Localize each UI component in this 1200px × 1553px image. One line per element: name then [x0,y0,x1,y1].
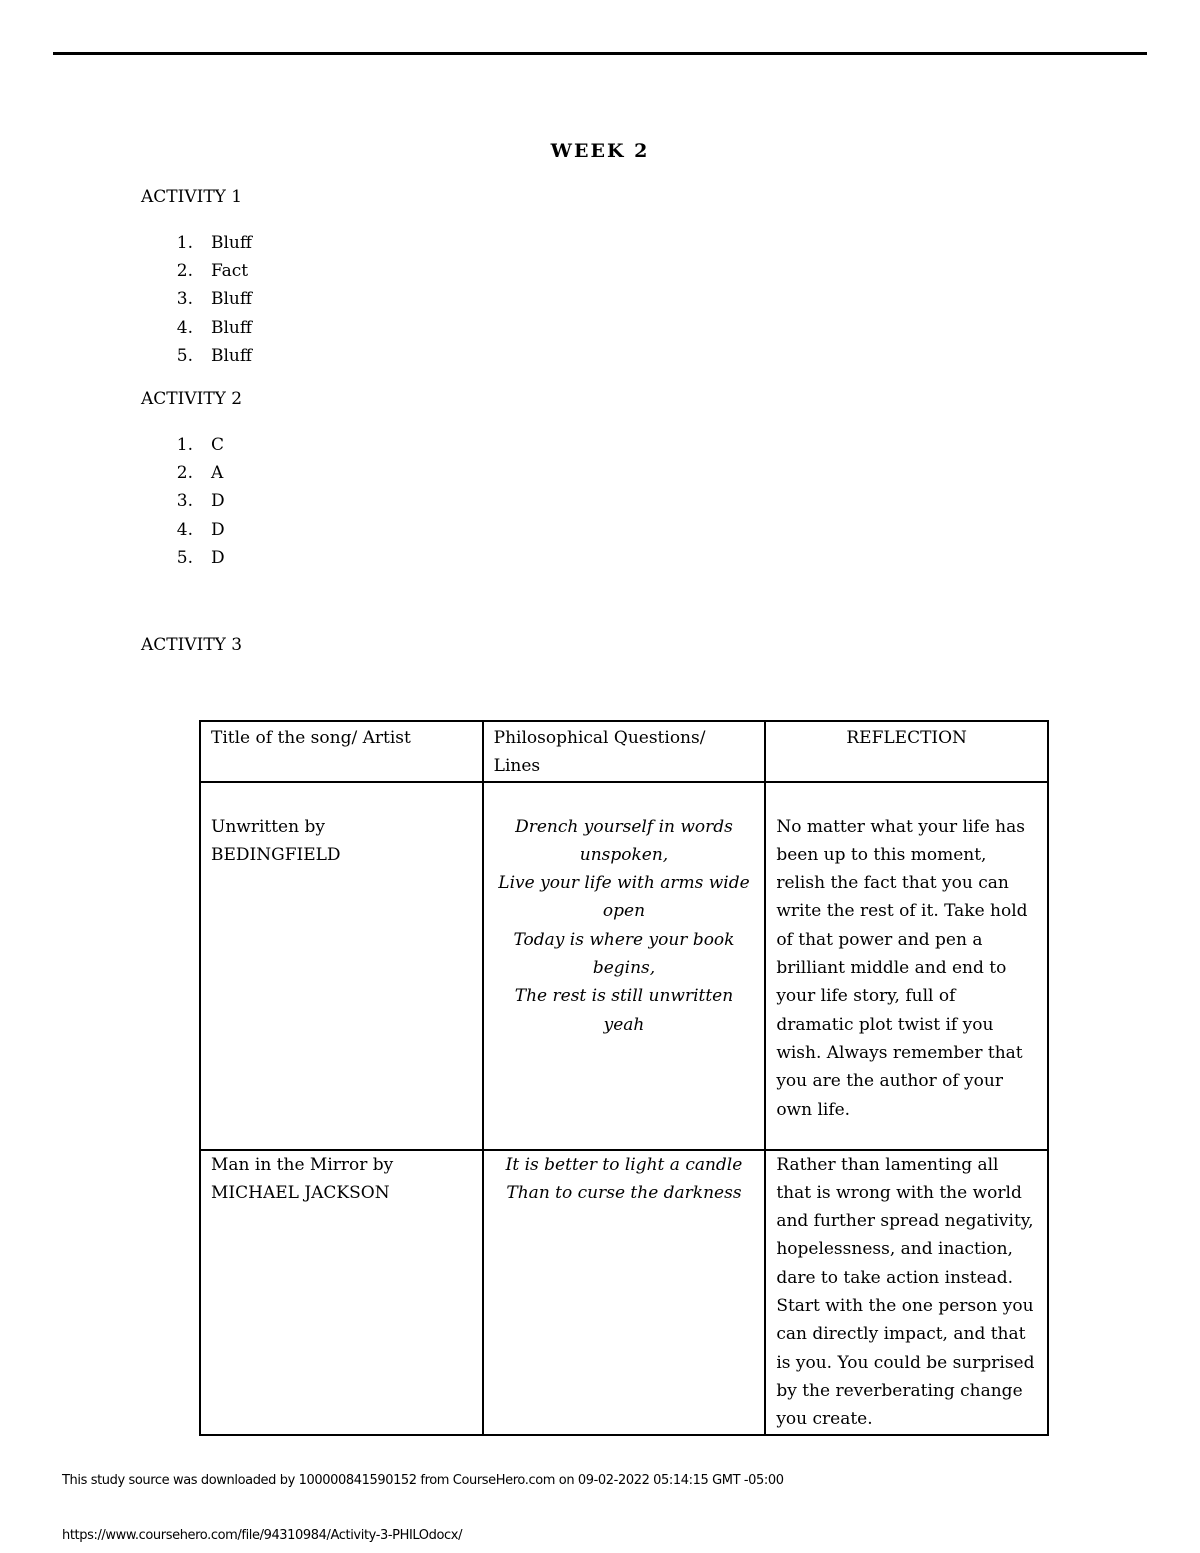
download-note: This study source was downloaded by 100000841590152 from CourseHero.com on 09-02-2022 05:14:15 GMT -05:00 [62,1473,784,1488]
list-item: 3. D [176,491,225,512]
header-reflection: REFLECTION [765,721,1048,782]
lyrics-cell [483,1150,766,1435]
lyric-line: Live your life with arms wide open [498,873,750,922]
lyric-line: It is better to light a candle [505,1154,743,1175]
table-row [200,782,1048,1150]
list-item: 4. D [176,519,225,540]
lyric-line: Drench yourself in words unspoken, [515,816,733,865]
song-title: Man in the Mirror by [211,1154,394,1175]
song-artist-cell [200,1150,483,1435]
list-item: 2. Fact [176,261,249,282]
lyric-line: Than to curse the darkness [506,1182,742,1203]
song-reflection-table [199,720,1049,1436]
activity-2-answer-list [141,431,225,572]
activity-1-answer-list [141,229,252,370]
table-row [200,1150,1048,1435]
artist-name: MICHAEL JACKSON [211,1182,390,1203]
activity-1-heading: ACTIVITY 1 [141,187,243,207]
header-song-artist: Title of the song/ Artist [200,721,483,782]
artist-name: BEDINGFIELD [211,844,341,865]
list-item: 1. C [176,435,225,455]
reflection-cell: No matter what your life has been up to this moment, relish the fact that you can write the rest of it. Take hold of that power and pen a brilliant middle and end to your life story, full of dramatic plot twist if you wish. Always remember that you are the author of your own life. [765,782,1048,1150]
source-url-link[interactable]: https://www.coursehero.com/file/94310984/Activity-3-PHILOdocx/ [62,1528,463,1543]
lyric-line: The rest is still unwritten yeah [514,986,734,1035]
list-item: 4. Bluff [176,317,252,338]
page-title: WEEK 2 [550,140,650,162]
top-rule [53,52,1147,55]
reflection-cell: Rather than lamenting all that is wrong with the world and further spread negativity, hopelessness, and inaction, dare to take action instead. Start with the one person you can directly impact, and that is you. You could be surprised by the reverberating change you create. [765,1150,1048,1435]
lyric-line: Today is where your book begins, [513,929,735,979]
table-header-row [200,721,1048,782]
list-item: 5. Bluff [176,345,252,366]
activity-3-heading: ACTIVITY 3 [141,635,243,655]
list-item: 1. Bluff [176,233,252,253]
header-philosophical-lines: Philosophical Questions/ Lines [483,721,766,782]
list-item: 3. Bluff [176,289,252,310]
list-item: 5. D [176,547,225,568]
activity-2-heading: ACTIVITY 2 [141,389,243,409]
lyrics-cell [483,782,766,1150]
list-item: 2. A [176,463,224,484]
song-artist-cell [200,782,483,1150]
song-title: Unwritten by [211,816,325,837]
